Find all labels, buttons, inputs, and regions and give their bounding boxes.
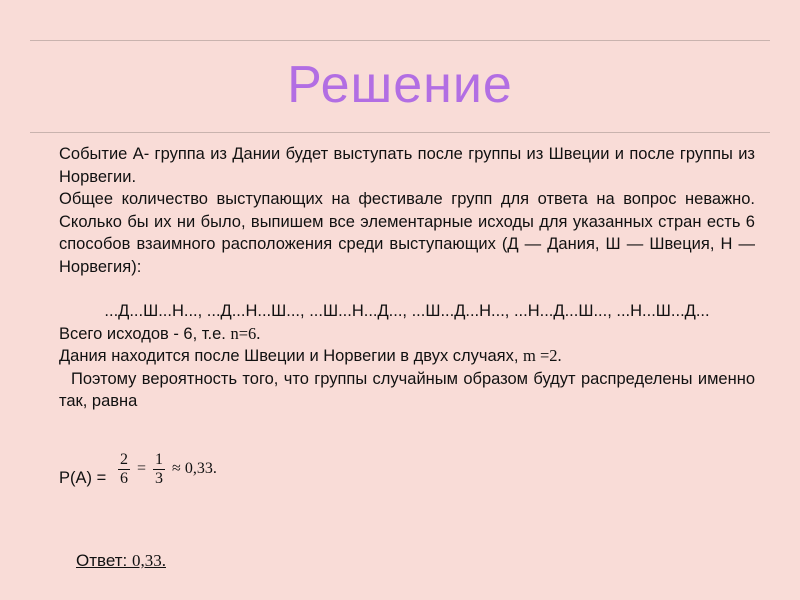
fraction-denominator: 3 bbox=[155, 469, 164, 487]
answer-value: 0,33. bbox=[131, 551, 166, 570]
solution-text bbox=[59, 143, 755, 413]
spacer bbox=[59, 278, 755, 300]
fraction-1-3 bbox=[153, 451, 165, 488]
total-text: Всего исходов - 6, т.е. bbox=[59, 324, 231, 343]
title-divider bbox=[30, 132, 770, 133]
answer-line bbox=[76, 551, 166, 571]
fraction-numerator: 1 bbox=[155, 450, 164, 468]
answer-label: Ответ: bbox=[76, 551, 132, 570]
probability-label: P(A) = bbox=[59, 469, 107, 487]
fraction-2-6 bbox=[118, 451, 130, 488]
slide-title: Решение bbox=[287, 56, 513, 114]
outcomes-list: ...Д...Ш...Н..., ...Д...Н...Ш..., ...Ш...Н...Д..., ...Ш...Д...Н..., ...Н...Д...Ш..., ...Н...Ш...Д... bbox=[104, 302, 710, 320]
favorable-text: Дания находится после Швеции и Норвегии в двух случаях, bbox=[59, 347, 524, 365]
total-value: n=6. bbox=[230, 323, 261, 343]
event-description: Событие А- группа из Дании будет выступать после группы из Швеции и после группы из Норвегии. bbox=[59, 145, 755, 186]
conclusion: Поэтому вероятность того, что группы случайным образом будут распределены именно так, равна bbox=[59, 369, 755, 410]
fraction-numerator: 2 bbox=[120, 450, 128, 468]
equals-sign: = bbox=[137, 460, 147, 477]
formula-expression bbox=[115, 447, 221, 491]
favorable-outcomes bbox=[59, 345, 755, 368]
favorable-value: m =2. bbox=[523, 346, 562, 365]
top-divider bbox=[30, 40, 770, 41]
probability-formula bbox=[59, 447, 459, 497]
count-explanation: Общее количество выступающих на фестивале групп для ответа на вопрос неважно. Сколько бы их ни было, выпишем все элементарные исходы для указанных стран есть 6 способов взаимного расположения среди выступающих (Д — Дания, Ш — Швеция, Н — Норвегия): bbox=[59, 190, 755, 276]
approx-value: ≈ 0,33. bbox=[172, 460, 217, 477]
fraction-denominator: 6 bbox=[120, 469, 128, 487]
total-outcomes bbox=[59, 323, 755, 346]
